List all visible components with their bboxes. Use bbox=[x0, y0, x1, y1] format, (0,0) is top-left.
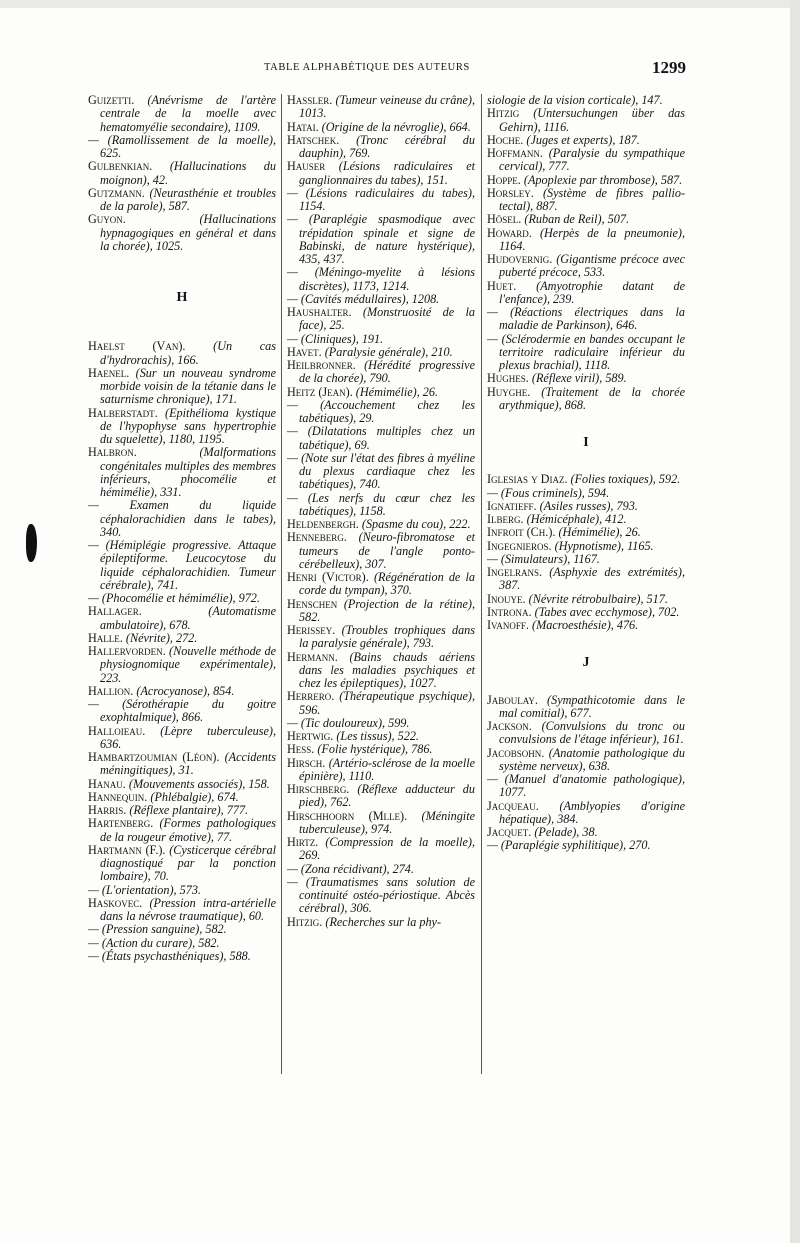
entry-reference: — (Fous criminels), 594. bbox=[487, 485, 610, 500]
entry-author: Ignatieff. bbox=[487, 498, 537, 513]
entry-reference: (Hypnotisme), 1165. bbox=[554, 538, 654, 553]
index-entry bbox=[287, 346, 475, 359]
index-entry bbox=[88, 605, 276, 632]
entry-reference: — (Méningo-myelite à lésions discrètes), 1173, 1214. bbox=[287, 265, 475, 293]
index-entry bbox=[487, 94, 685, 107]
index-column-2 bbox=[287, 94, 475, 929]
index-entry bbox=[287, 399, 475, 426]
entry-author: Havet. bbox=[287, 344, 322, 359]
entry-reference: (Les tissus), 522. bbox=[336, 729, 419, 743]
column-rule-2 bbox=[481, 94, 482, 1074]
index-entry bbox=[88, 160, 276, 187]
section-letter: I bbox=[583, 435, 589, 450]
index-entry bbox=[487, 694, 685, 721]
index-entry bbox=[487, 386, 685, 413]
index-entry bbox=[487, 473, 685, 486]
entry-author: Haskovec. bbox=[88, 895, 143, 910]
index-entry bbox=[487, 526, 685, 539]
entry-reference: — (Sérothérapie du goitre exophtalmique), 866. bbox=[88, 697, 276, 725]
index-entry bbox=[88, 367, 276, 407]
entry-author: Ivanoff. bbox=[487, 618, 529, 632]
entry-reference: (Hémimélie), 26. bbox=[355, 384, 439, 399]
index-entry bbox=[487, 773, 685, 800]
entry-reference: (Monstruosité de la face), 25. bbox=[299, 305, 476, 333]
entry-reference: (Pression intra-artérielle dans la névrose traumatique), 60. bbox=[100, 895, 276, 923]
entry-author: Hatai. bbox=[287, 119, 319, 134]
index-entry bbox=[88, 685, 276, 698]
entry-reference: (Recherches sur la phy- bbox=[325, 914, 442, 929]
index-entry bbox=[88, 446, 276, 499]
entry-reference: (Hérédité progressive de la chorée), 790. bbox=[299, 358, 475, 386]
entry-author: Herissey. bbox=[287, 623, 336, 637]
index-entry bbox=[287, 333, 475, 346]
index-entry bbox=[487, 540, 685, 553]
column-rule-1 bbox=[281, 94, 282, 1074]
entry-author: Heldenbergh. bbox=[287, 517, 359, 531]
index-entry bbox=[487, 174, 685, 187]
index-entry bbox=[487, 227, 685, 254]
entry-reference: — (Paraplégie spasmodique avec trépidation spinale et signe de Babinski, de nature hystérique), 435, 437. bbox=[287, 212, 475, 266]
entry-reference: (Névrite rétrobulbaire), 517. bbox=[528, 591, 668, 606]
index-entry bbox=[487, 500, 685, 513]
entry-reference: (Gigantisme précoce avec puberté précoce, 533. bbox=[499, 252, 685, 280]
entry-reference: — (Sclérodermie en bandes occupant le territoire radiculaire inférieur du plexus brachial), 1118. bbox=[487, 331, 685, 372]
entry-reference: (Convulsions du tronc ou convulsions de l'étage inférieur), 161. bbox=[499, 719, 685, 747]
index-entry bbox=[487, 826, 685, 839]
index-entry bbox=[287, 916, 475, 929]
index-entry bbox=[287, 359, 475, 386]
entry-reference: (Neuro-fibromatose et tumeurs de l'angle ponto-cérébelleux), 307. bbox=[299, 530, 475, 571]
index-entry bbox=[88, 778, 276, 791]
entry-reference: (Un cas d'hydrorachis), 166. bbox=[100, 339, 277, 367]
entry-reference: siologie de la vision corticale), 147. bbox=[487, 93, 663, 107]
index-entry bbox=[88, 791, 276, 804]
entry-author: Henneberg. bbox=[287, 530, 347, 545]
entry-reference: (Traitement de la chorée arythmique), 868. bbox=[499, 384, 685, 412]
index-entry bbox=[287, 651, 475, 691]
entry-author: Hartmann (F.). bbox=[88, 842, 166, 857]
running-title: TABLE ALPHABÉTIQUE DES AUTEURS bbox=[264, 62, 470, 73]
entry-author: Jaboulay. bbox=[487, 692, 538, 707]
entry-author: Hoffmann. bbox=[487, 146, 543, 160]
index-entry bbox=[287, 213, 475, 266]
entry-reference: — (Traumatismes sans solution de continuité ostéo-périostique. Abcès cérébral), 306. bbox=[287, 874, 475, 916]
entry-author: Huyghe. bbox=[487, 384, 531, 399]
entry-author: Hitzig bbox=[487, 106, 520, 121]
index-entry bbox=[287, 810, 475, 837]
index-entry bbox=[287, 386, 475, 399]
entry-reference: — (Phocomélie et hémimélie), 972. bbox=[88, 591, 260, 605]
entry-author: Hoppe. bbox=[487, 172, 521, 187]
entry-author: Jacqueau. bbox=[487, 798, 539, 813]
index-entry bbox=[88, 539, 276, 592]
entry-reference: (Nouvelle méthode de physiognomique expérimentale), 223. bbox=[100, 644, 276, 685]
entry-reference: (Troubles trophiques dans la paralysie générale), 793. bbox=[299, 623, 475, 651]
index-entry bbox=[487, 213, 685, 226]
index-entry bbox=[88, 187, 276, 214]
index-entry bbox=[88, 499, 276, 539]
entry-author: Heilbronner. bbox=[287, 358, 356, 372]
entry-author: Hirsch. bbox=[287, 755, 326, 770]
entry-reference: (Tronc cérébral du dauphin), 769. bbox=[299, 132, 475, 160]
index-entry bbox=[487, 513, 685, 526]
entry-author: Harris. bbox=[88, 803, 127, 817]
entry-reference: (Thérapeutique psychique), 596. bbox=[299, 689, 475, 717]
entry-author: Haushalter. bbox=[287, 305, 352, 319]
entry-reference: — (Les nerfs du cœur chez les tabétiques), 1158. bbox=[287, 490, 475, 518]
index-entry bbox=[487, 372, 685, 385]
index-entry bbox=[287, 863, 475, 876]
entry-reference: (Méningite tuberculeuse), 974. bbox=[299, 808, 475, 836]
entry-author: Ilberg. bbox=[487, 512, 524, 526]
entry-reference: — (Ramollissement de la moelle), 625. bbox=[88, 132, 276, 160]
section-letter: H bbox=[176, 290, 188, 305]
entry-reference: (Epithélioma kystique de l'hypophyse sans hypertrophie du squelette), 1180, 1195. bbox=[100, 405, 276, 446]
entry-author: Jacobsohn. bbox=[487, 745, 545, 760]
index-entry bbox=[88, 751, 276, 778]
index-entry bbox=[88, 937, 276, 950]
index-entry bbox=[88, 950, 276, 963]
index-entry bbox=[487, 839, 685, 852]
entry-author: Hughes. bbox=[487, 371, 529, 386]
entry-reference: (Acrocyanose), 854. bbox=[136, 683, 235, 698]
entry-reference: (Folies toxiques), 592. bbox=[570, 472, 681, 487]
index-entry bbox=[88, 592, 276, 605]
entry-reference: (Anévrisme de l'artère centrale de la moelle avec hematomyélie secondaire), 1109. bbox=[100, 93, 276, 134]
entry-author: Howard. bbox=[487, 225, 532, 240]
index-entry bbox=[287, 94, 475, 121]
entry-reference: (Asphyxie des extrémités), 387. bbox=[499, 565, 686, 593]
index-entry bbox=[88, 632, 276, 645]
index-entry bbox=[487, 134, 685, 147]
entry-reference: — (Accouchement chez les tabétiques), 29. bbox=[287, 397, 475, 425]
index-entry bbox=[88, 407, 276, 447]
entry-author: Hermann. bbox=[287, 649, 338, 664]
index-entry bbox=[287, 730, 475, 743]
index-entry bbox=[487, 107, 685, 134]
entry-author: Hatschek. bbox=[287, 132, 340, 147]
entry-author: Introna. bbox=[487, 604, 532, 619]
entry-author: Ingegnieros. bbox=[487, 538, 552, 553]
entry-reference: (Untersuchungen über das Gehirn), 1116. bbox=[499, 106, 685, 134]
index-entry bbox=[287, 518, 475, 531]
entry-author: Hudovernig. bbox=[487, 252, 553, 266]
entry-author: Gutzmann. bbox=[88, 185, 145, 200]
entry-author: Hirtz. bbox=[287, 835, 319, 849]
section-letter: J bbox=[582, 655, 590, 671]
index-entry bbox=[287, 492, 475, 519]
entry-reference: (Hémimélie), 26. bbox=[558, 525, 641, 540]
entry-author: Herrero. bbox=[287, 689, 335, 704]
entry-reference: (Réflexe viril), 589. bbox=[531, 371, 627, 386]
entry-reference: (Origine de la névroglie), 664. bbox=[321, 119, 471, 134]
entry-author: Heitz (Jean). bbox=[287, 384, 353, 399]
index-entry bbox=[88, 923, 276, 936]
entry-author: Hanau. bbox=[88, 776, 126, 791]
index-entry bbox=[287, 624, 475, 651]
entry-reference: (Paralysie du sympathique cervical), 777. bbox=[499, 146, 686, 174]
entry-reference: (Cysticerque cérébral diagnostiqué par la ponction lombaire), 70. bbox=[100, 842, 276, 884]
index-entry bbox=[88, 134, 276, 161]
entry-reference: (Lèpre tuberculeuse), 636. bbox=[100, 723, 276, 751]
index-entry bbox=[287, 783, 475, 810]
ink-blot bbox=[26, 524, 37, 562]
entry-author: Hösel. bbox=[487, 212, 522, 227]
entry-reference: — (Simulateurs), 1167. bbox=[487, 551, 600, 566]
entry-author: Gulbenkian. bbox=[88, 159, 153, 174]
index-entry bbox=[487, 566, 685, 593]
index-entry bbox=[287, 531, 475, 571]
index-entry bbox=[88, 884, 276, 897]
entry-reference: (Compression de la moelle), 269. bbox=[299, 835, 475, 863]
entry-author: Henri (Victor). bbox=[287, 570, 369, 584]
entry-reference: (Sympathicotomie dans le mal comitial), 677. bbox=[499, 692, 685, 720]
index-entry bbox=[287, 598, 475, 625]
entry-reference: (Pelade), 38. bbox=[534, 825, 598, 839]
index-column-3 bbox=[487, 94, 685, 853]
entry-author: Hannequin. bbox=[88, 789, 148, 804]
entry-author: Guyon. bbox=[88, 212, 126, 227]
index-entry bbox=[487, 487, 685, 500]
entry-reference: — (Pression sanguine), 582. bbox=[88, 922, 227, 937]
index-entry bbox=[88, 340, 276, 367]
entry-reference: (Réflexe plantaire), 777. bbox=[129, 803, 249, 817]
index-entry bbox=[287, 717, 475, 730]
entry-reference: (Hémicéphale), 412. bbox=[526, 512, 627, 526]
entry-reference: (Lésions radiculaires et ganglionnaires du tabes), 151. bbox=[299, 159, 475, 187]
entry-author: Inouye. bbox=[487, 591, 526, 606]
entry-author: Horsley. bbox=[487, 185, 534, 200]
index-entry bbox=[287, 187, 475, 214]
entry-author: Haelst (Van). bbox=[88, 339, 186, 354]
index-entry bbox=[88, 213, 276, 253]
index-entry bbox=[487, 306, 685, 333]
entry-author: Huet. bbox=[487, 278, 517, 293]
entry-reference: — (Tic douloureux), 599. bbox=[287, 715, 410, 730]
entry-reference: (Paralysie générale), 210. bbox=[324, 344, 453, 359]
entry-author: Hallion. bbox=[88, 683, 134, 698]
index-entry bbox=[487, 147, 685, 174]
index-entry bbox=[287, 452, 475, 492]
entry-author: Hauser bbox=[287, 159, 326, 174]
entry-reference: (Hallucinations du moignon), 42. bbox=[100, 159, 276, 187]
entry-reference: — (Lésions radiculaires du tabes), 1154. bbox=[287, 185, 475, 213]
entry-reference: (Tabes avec ecchymose), 702. bbox=[534, 604, 680, 619]
entry-author: Hirschhoorn (Mlle). bbox=[287, 808, 408, 823]
index-entry bbox=[487, 593, 685, 606]
entry-reference: (Apoplexie par thrombose), 587. bbox=[523, 172, 683, 187]
entry-author: Ingelrans. bbox=[487, 565, 543, 579]
entry-author: Hambartzoumian (Léon). bbox=[88, 750, 220, 764]
index-entry bbox=[287, 293, 475, 306]
entry-author: Henschen bbox=[287, 596, 338, 611]
index-entry bbox=[287, 876, 475, 916]
index-entry bbox=[88, 804, 276, 817]
index-entry bbox=[88, 645, 276, 685]
entry-author: Jacquet. bbox=[487, 825, 532, 839]
entry-reference: (Artério-sclérose de la moelle épinière), 1110. bbox=[299, 755, 475, 783]
index-entry bbox=[287, 571, 475, 598]
entry-author: Jackson. bbox=[487, 719, 532, 733]
entry-reference: (Asiles russes), 793. bbox=[539, 498, 638, 513]
index-entry bbox=[487, 747, 685, 774]
entry-reference: (Régénération de la corde du tympan), 370. bbox=[299, 570, 475, 598]
entry-author: Haenel. bbox=[88, 365, 130, 380]
entry-reference: — (Réactions électriques dans la maladie de Parkinson), 646. bbox=[487, 305, 685, 333]
entry-reference: (Spasme du cou), 222. bbox=[361, 517, 471, 531]
index-entry bbox=[287, 160, 475, 187]
entry-reference: (Malformations congénitales multiples des membres inférieurs, phocomélie et hémimélie), 331. bbox=[100, 445, 276, 499]
entry-reference: (Tumeur veineuse du crâne), 1013. bbox=[299, 93, 476, 121]
index-entry bbox=[287, 121, 475, 134]
entry-author: Hallervorden. bbox=[88, 644, 166, 658]
index-entry bbox=[487, 619, 685, 632]
entry-reference: — (Action du curare), 582. bbox=[88, 935, 220, 950]
index-entry bbox=[287, 690, 475, 717]
page-header bbox=[88, 58, 686, 78]
entry-reference: (Projection de la rétine), 582. bbox=[299, 596, 475, 624]
entry-reference: (Automatisme ambulatoire), 678. bbox=[100, 604, 276, 632]
entry-reference: (Amyotrophie datant de l'enfance), 239. bbox=[499, 278, 685, 306]
entry-reference: — (Paraplégie syphilitique), 270. bbox=[487, 838, 651, 853]
entry-reference: (Hallucinations hypnagogiques en général et dans la chorée), 1025. bbox=[100, 212, 276, 253]
index-entry bbox=[287, 425, 475, 452]
entry-reference: — (Manuel d'anatomie pathologique), 1077. bbox=[487, 772, 685, 800]
entry-author: Halberstadt. bbox=[88, 405, 158, 420]
entry-reference: (Ruban de Reil), 507. bbox=[524, 212, 629, 227]
entry-reference: (Anatomie pathologique du système nerveux), 638. bbox=[499, 745, 685, 773]
index-entry bbox=[487, 253, 685, 280]
entry-author: Hitzig. bbox=[287, 914, 323, 929]
entry-reference: (Accidents méningitiques), 31. bbox=[100, 750, 276, 778]
index-entry bbox=[487, 606, 685, 619]
entry-author: Hertwig. bbox=[287, 729, 334, 743]
entry-reference: — (Zona récidivant), 274. bbox=[287, 861, 414, 876]
entry-reference: — (Cavités médullaires), 1208. bbox=[287, 291, 440, 306]
entry-reference: (Bains chauds aériens dans les maladies psychiques et chez les épileptiques), 1027. bbox=[299, 649, 475, 690]
entry-reference: (Névrite), 272. bbox=[125, 630, 198, 645]
index-entry bbox=[487, 553, 685, 566]
entry-reference: (Juges et experts), 187. bbox=[526, 132, 640, 147]
index-entry bbox=[88, 844, 276, 884]
entry-reference: (Système de fibres pallio-tectal), 887. bbox=[499, 185, 686, 213]
index-entry bbox=[88, 94, 276, 134]
entry-author: Guizetti. bbox=[88, 93, 135, 107]
scan-border-right bbox=[790, 0, 800, 1243]
entry-reference: (Mouvements associés), 158. bbox=[128, 776, 270, 791]
index-entry bbox=[287, 134, 475, 161]
index-entry bbox=[487, 333, 685, 373]
entry-reference: — (Hémiplégie progressive. Attaque épileptiforme. Leucocytose du liquide céphalorachidien. Tumeur cérébrale), 741. bbox=[88, 538, 276, 592]
entry-author: Iglesias y Diaz. bbox=[487, 472, 568, 487]
entry-author: Hirschberg. bbox=[287, 782, 350, 796]
entry-reference: — (États psychasthéniques), 588. bbox=[88, 948, 251, 963]
entry-author: Infroit (Ch.). bbox=[487, 525, 556, 540]
index-entry bbox=[88, 897, 276, 924]
entry-reference: (Folie hystérique), 786. bbox=[317, 742, 433, 757]
index-entry bbox=[287, 743, 475, 756]
index-entry bbox=[487, 720, 685, 747]
entry-reference: (Macroesthésie), 476. bbox=[532, 618, 639, 632]
scan-border-top bbox=[0, 0, 800, 8]
index-entry bbox=[88, 817, 276, 844]
page-number: 1299 bbox=[652, 58, 686, 77]
entry-reference: (Herpès de la pneumonie), 1164. bbox=[499, 225, 685, 253]
index-entry bbox=[88, 698, 276, 725]
index-entry bbox=[287, 757, 475, 784]
entry-reference: — Examen du liquide céphalorachidien dans le tabes), 340. bbox=[88, 498, 276, 539]
entry-reference: — (Note sur l'état des fibres à myéline du plexus cardiaque chez les tabétiques), 740. bbox=[287, 450, 475, 492]
entry-author: Hartenberg. bbox=[88, 816, 154, 831]
entry-reference: (Phlébalgie), 674. bbox=[150, 789, 239, 804]
entry-reference: — (Cliniques), 191. bbox=[287, 331, 384, 346]
entry-reference: (Formes pathologiques de la rougeur émotive), 77. bbox=[100, 816, 277, 844]
entry-author: Hallager. bbox=[88, 604, 142, 619]
entry-author: Halbron. bbox=[88, 445, 137, 460]
entry-author: Hassler. bbox=[287, 93, 333, 107]
entry-reference: (Amblyopies d'origine hépatique), 384. bbox=[499, 798, 685, 826]
index-entry bbox=[287, 266, 475, 293]
index-column-1 bbox=[88, 94, 276, 963]
entry-author: Hess. bbox=[287, 742, 315, 757]
index-entry bbox=[487, 187, 685, 214]
entry-reference: — (Dilatations multiples chez un tabétique), 69. bbox=[287, 424, 475, 452]
entry-reference: (Neurasthénie et troubles de la parole), 587. bbox=[100, 185, 277, 213]
index-entry bbox=[287, 836, 475, 863]
entry-author: Hoche. bbox=[487, 132, 524, 147]
index-entry bbox=[487, 280, 685, 307]
entry-reference: (Sur un nouveau syndrome morbide voisin de la tétanie dans le saturnisme chronique), 171. bbox=[100, 365, 276, 407]
index-entry bbox=[487, 800, 685, 827]
entry-author: Halle. bbox=[88, 630, 123, 645]
index-entry bbox=[287, 306, 475, 333]
entry-author: Halloieau. bbox=[88, 723, 146, 738]
entry-reference: — (L'orientation), 573. bbox=[88, 882, 201, 897]
entry-reference: (Réflexe adducteur du pied), 762. bbox=[299, 782, 475, 810]
index-entry bbox=[88, 725, 276, 752]
